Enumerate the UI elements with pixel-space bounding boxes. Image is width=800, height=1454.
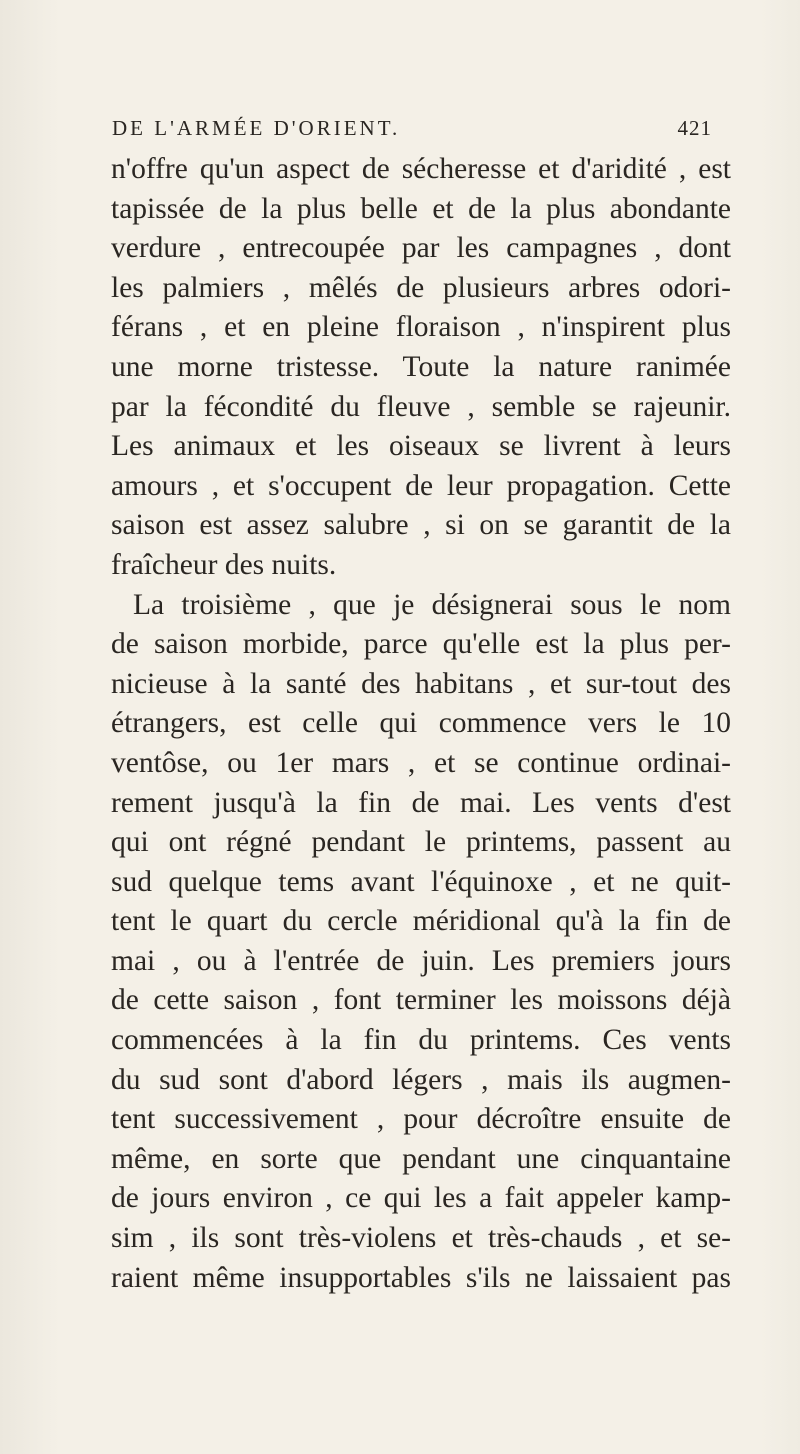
text-line: de saison morbide, parce qu'elle est la plus per- <box>111 628 731 661</box>
text-line: même, en sorte que pendant une cinquantaine <box>111 1142 731 1175</box>
text-line: ventôse, ou 1er mars , et se continue ordinai- <box>111 746 731 779</box>
text-line: mai , ou à l'entrée de juin. Les premiers jours <box>111 944 731 977</box>
page-number: 421 <box>677 116 712 140</box>
page-header <box>112 116 712 146</box>
text-line: férans , et en pleine floraison , n'inspirent plus <box>111 311 731 344</box>
text-line: une morne tristesse. Toute la nature ranimée <box>111 350 731 383</box>
text-line: commencées à la fin du printems. Ces vents <box>111 1024 731 1057</box>
text-line: Les animaux et les oiseaux se livrent à leurs <box>111 430 731 463</box>
text-line: raient même insupportables s'ils ne laissaient pas <box>111 1261 731 1294</box>
text-line: La troisième , que je désignerai sous le nom <box>133 588 731 621</box>
text-line: de jours environ , ce qui les a fait appeler kamp- <box>111 1182 731 1215</box>
text-line: les palmiers , mêlés de plusieurs arbres odori- <box>111 271 731 304</box>
text-line: n'offre qu'un aspect de sécheresse et d'aridité , est <box>111 153 731 185</box>
text-line: nicieuse à la santé des habitans , et sur-tout des <box>111 667 731 700</box>
text-line: sud quelque tems avant l'équinoxe , et ne quit- <box>111 865 731 898</box>
body-text <box>111 150 731 1298</box>
text-line: amours , et s'occupent de leur propagation. Cette <box>111 469 731 502</box>
text-line: tent successivement , pour décroître ensuite de <box>111 1103 731 1136</box>
text-line: par la fécondité du fleuve , semble se rajeunir. <box>111 390 731 423</box>
text-line: saison est assez salubre , si on se garantit de la <box>111 509 731 542</box>
text-line: rement jusqu'à la fin de mai. Les vents d'est <box>111 786 731 819</box>
text-line: fraîcheur des nuits. <box>111 548 337 581</box>
text-line: du sud sont d'abord légers , mais ils augmen- <box>111 1063 731 1096</box>
text-line: tapissée de la plus belle et de la plus abondante <box>111 192 731 225</box>
text-line: étrangers, est celle qui commence vers le 10 <box>111 707 731 740</box>
running-title: DE L'ARMÉE D'ORIENT. <box>112 116 401 140</box>
text-line: qui ont régné pendant le printems, passent au <box>111 826 731 859</box>
text-line: de cette saison , font terminer les moissons déjà <box>111 984 731 1017</box>
text-line: tent le quart du cercle méridional qu'à la fin de <box>111 905 731 938</box>
text-line: sim , ils sont très-violens et très-chauds , et se- <box>111 1222 731 1255</box>
text-line: verdure , entrecoupée par les campagnes , dont <box>111 232 731 265</box>
